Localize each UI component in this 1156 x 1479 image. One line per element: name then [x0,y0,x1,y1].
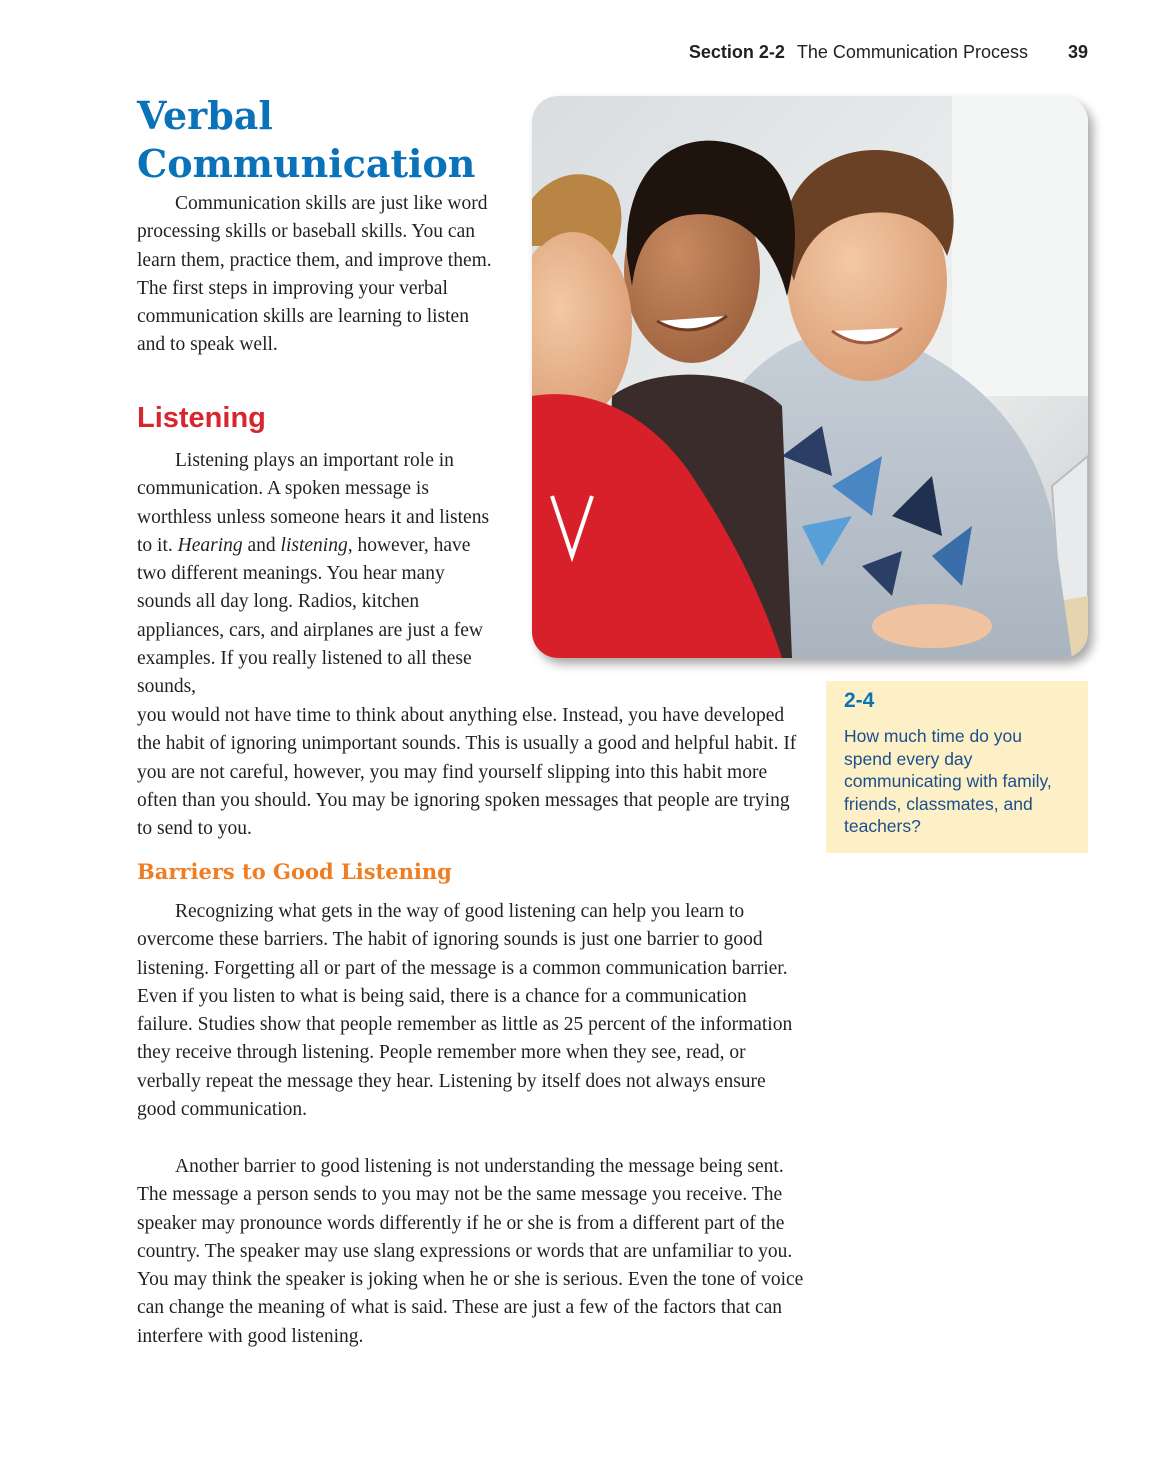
listening-text-part2: , however, have two different meanings. You hear many sounds all day long. Radios, kitchen appliances, cars, and airplanes are just a few examples. If you really listened to all these sounds, [137,534,483,698]
listening-paragraph [137,447,492,702]
intro-paragraph: Communication skills are just like word processing skills or baseball skills. You can learn them, practice them, and improve them. The first steps in improving your verbal communication skills are learning to listen and to speak well. [137,193,492,356]
running-head [689,42,1088,63]
students-photo [532,96,1088,658]
discussion-sidebar [826,681,1088,853]
barriers-heading: Barriers to Good Listening [137,859,452,884]
section-number: Section 2-2 [688,42,785,62]
section-title: The Communication Process [796,42,1028,62]
term-hearing: Hearing [177,534,243,556]
sidebar-question: How much time do you spend every day communicating with family, friends, classmates, and teachers? [844,726,1052,836]
window-light [952,96,1088,396]
page-number: 39 [1067,42,1088,62]
barriers-paragraph-2: Another barrier to good listening is not understanding the message being sent. The message a person sends to you may not be the same message you receive. The speaker may pronounce words differently if he or she is from a different part of the country. The speaker may use slang expressions or words that are unfamiliar to you. You may think the speaker is joking when he or she is serious. Even the tone of voice can change the meaning of what is said. These are just a few of the factors that can interfere with good listening. [137,1156,804,1347]
term-listening: listening [280,534,348,556]
word-and: and [247,534,276,556]
page-title: Verbal Communication [137,93,476,186]
listening-paragraph-continued: you would not have time to think about anything else. Instead, you have developed the habit of ignoring unimportant sounds. This is usually a good and helpful habit. If you are not careful, however, you may find yourself slipping into this habit more often than you should. You may be ignoring spoken messages that people are trying to send to you. [137,705,797,840]
hands [872,604,992,648]
barriers-paragraph-1: Recognizing what gets in the way of good listening can help you learn to overcome these barriers. The habit of ignoring sounds is just one barrier to good listening. Forgetting all or part of the message is a common communication barrier. Even if you listen to what is being said, there is a chance for a communication failure. Studies show that people remember as little as 25 percent of the information they receive through listening. People remember more when they see, read, or verbally repeat the message they hear. Listening by itself does not always ensure good communication. [137,901,793,1121]
sidebar-number: 2-4 [844,689,875,712]
listening-heading: Listening [137,402,266,434]
listening-text-part1: Listening plays an important role in communication. A spoken message is worthless unless someone hears it and listens to it. [137,450,490,556]
